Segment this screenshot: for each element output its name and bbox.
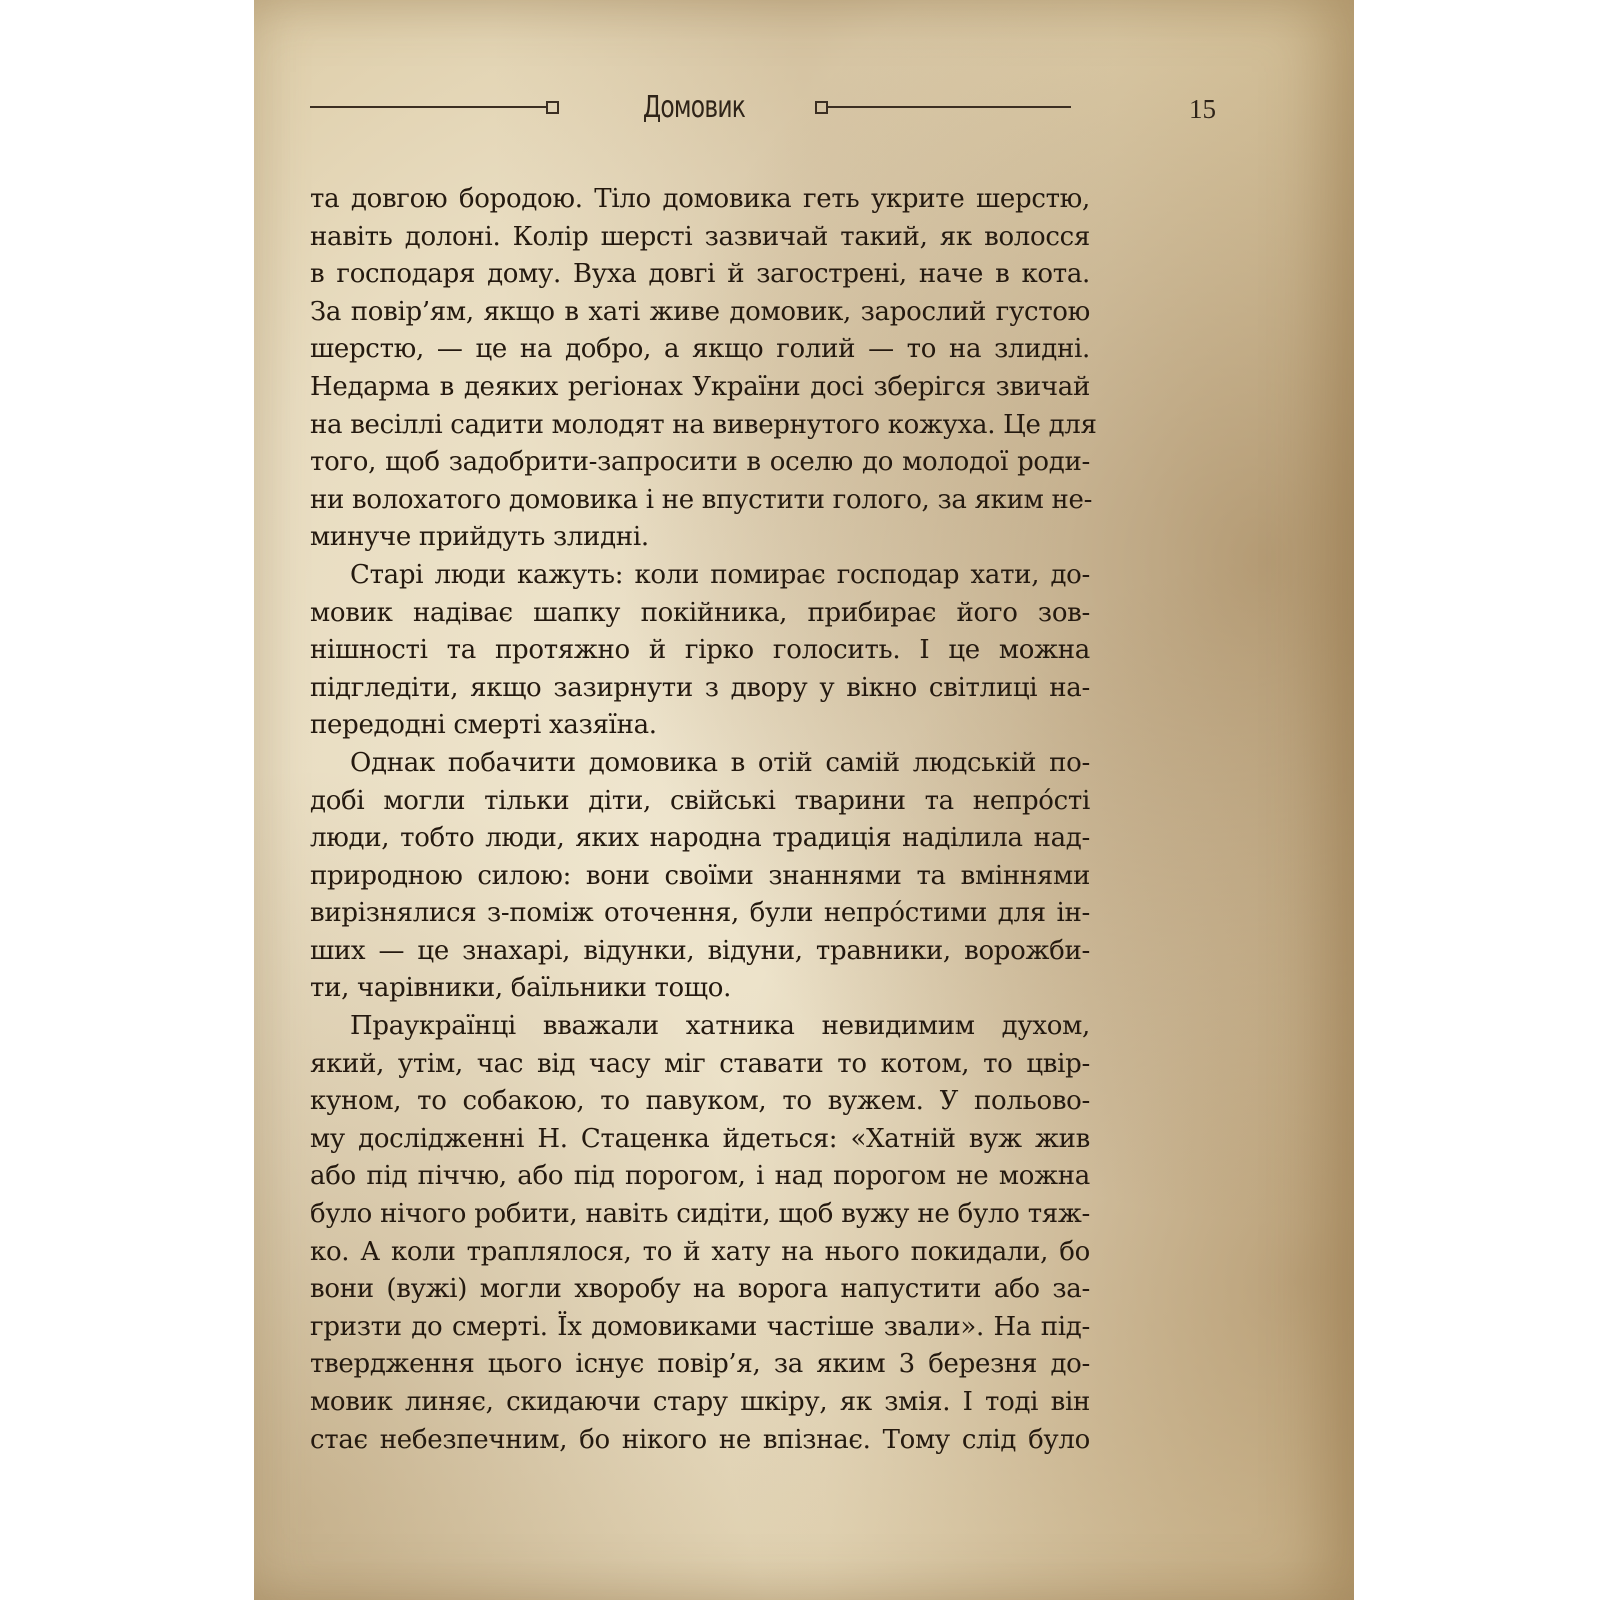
header-rule-right	[828, 106, 1071, 108]
text-line: природною силою: вони своїми знаннями та вміннями	[310, 860, 1090, 891]
page-header	[254, 88, 1354, 138]
text-line: ти, чарівники, баїльники тощо.	[310, 973, 732, 1004]
text-line: навіть долоні. Колір шерсті зазвичай такий, як волосся	[310, 221, 1090, 252]
running-title: Домовик	[642, 90, 746, 125]
text-line: мовик надіває шапку покійника, прибирає його зов-	[310, 597, 1090, 628]
text-line: або під піччю, або під порогом, і над порогом не можна	[310, 1161, 1090, 1192]
text-line: який, утім, час від часу міг ставати то котом, то цвір-	[310, 1048, 1090, 1079]
text-line: мовик линяє, скидаючи стару шкіру, як змія. І тоді він	[310, 1387, 1090, 1417]
text-line: ни волохатого домовика і не впустити голого, за яким не-	[310, 484, 1093, 515]
header-rule-left	[310, 106, 546, 108]
text-line: ко. А коли траплялося, то й хату на нього покидали, бо	[310, 1236, 1090, 1267]
text-line: передодні смерті хазяїна.	[310, 710, 657, 741]
text-line: того, щоб задобрити-запросити в оселю до молодої роди-	[310, 447, 1090, 478]
text-line: було нічого робити, навіть сидіти, щоб вужу не було тяж-	[310, 1199, 1090, 1230]
body-text	[310, 181, 1097, 1459]
text-line: нішності та протяжно й гірко голосить. І це можна	[310, 635, 1090, 666]
text-line: куном, то собакою, то павуком, то вужем. У польово-	[310, 1086, 1090, 1117]
text-line: вони (вужі) могли хворобу на ворога напустити або за-	[310, 1274, 1090, 1305]
text-line: За повір’ям, якщо в хаті живе домовик, зарослий густою	[310, 296, 1090, 327]
text-line: добі могли тільки діти, свійські тварини та непрóсті	[310, 785, 1090, 816]
text-line: в господаря дому. Вуха довгі й загострені, наче в кота.	[310, 259, 1090, 290]
text-line: шерстю, — це на добро, а якщо голий — то на злидні.	[310, 334, 1090, 365]
text-line: люди, тобто люди, яких народна традиція наділила над-	[310, 823, 1090, 854]
text-line: минуче прийдуть злидні.	[310, 522, 649, 553]
text-line: вирізнялися з-поміж оточення, були непрóстими для ін-	[310, 898, 1090, 929]
header-rule-ornament-left	[546, 101, 559, 114]
text-line: Старі люди кажуть: коли помирає господар хати, до-	[350, 559, 1090, 590]
text-line: Праукраїнці вважали хатника невидимим духом,	[350, 1011, 1090, 1042]
text-line: підгледіти, якщо зазирнути з двору у вікно світлиці на-	[310, 672, 1090, 703]
page-number: 15	[1189, 94, 1216, 124]
text-line: Однак побачити домовика в отій самій людській по-	[350, 747, 1090, 778]
text-line: твердження цього існує повір’я, за яким 3 березня до-	[310, 1349, 1090, 1380]
text-line: стає небезпечним, бо нікого не впізнає. Тому слід було	[310, 1424, 1090, 1455]
book-page	[254, 0, 1354, 1600]
text-line: Недарма в деяких регіонах України досі зберігся звичай	[310, 371, 1090, 402]
text-line: ших — це знахарі, відунки, відуни, травники, ворожби-	[310, 935, 1090, 966]
text-line: та довгою бородою. Тіло домовика геть укрите шерстю,	[310, 184, 1090, 214]
text-line: гризти до смерті. Їх домовиками частіше звали». На під-	[310, 1311, 1090, 1342]
text-line: на весіллі садити молодят на вивернутого кожуха. Це для	[310, 409, 1097, 440]
text-line: му дослідженні Н. Стаценка йдеться: «Хатній вуж жив	[310, 1123, 1090, 1154]
header-rule-ornament-right	[815, 101, 828, 114]
